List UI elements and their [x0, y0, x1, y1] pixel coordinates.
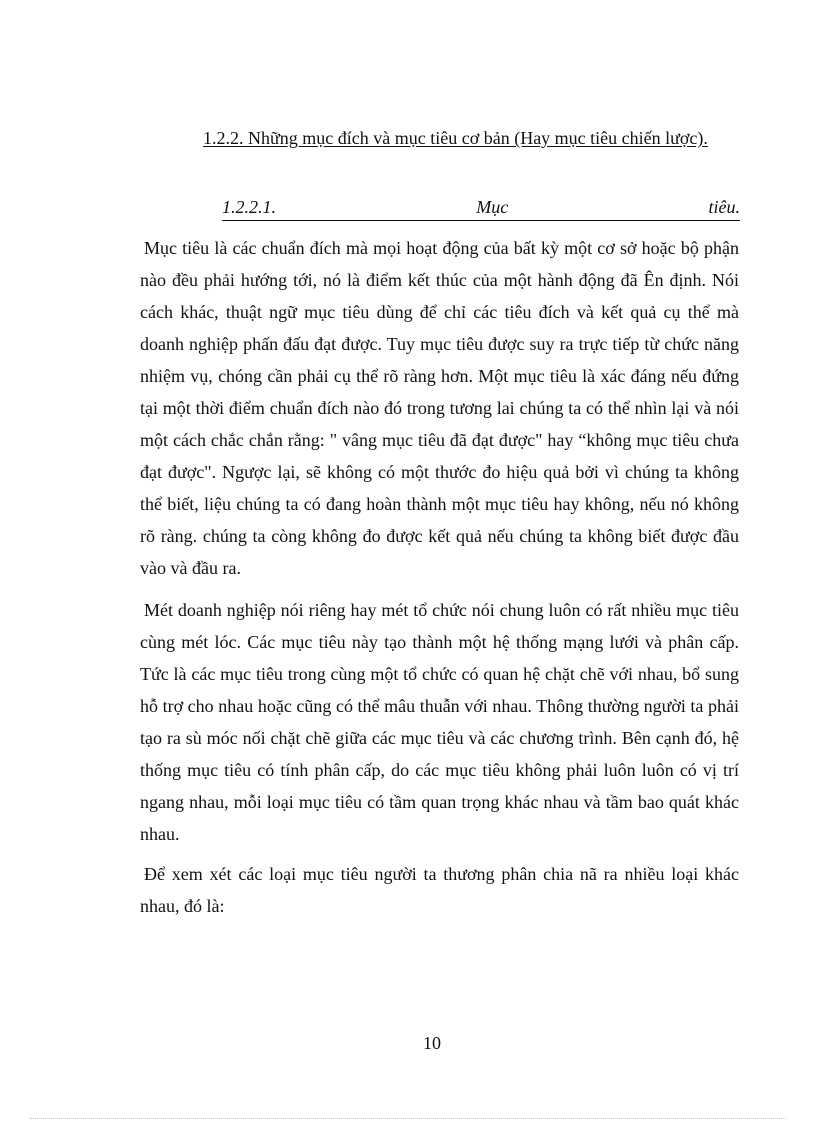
section-heading [140, 122, 744, 154]
body-paragraph: Mục tiêu là các chuẩn đích mà mọi hoạt động của bất kỳ một cơ sở hoặc bộ phận nào đều phải hướng tới, nó là điểm kết thúc của một hành động đã Ên định. Nói cách khác, thuật ngữ mục tiêu dùng để chỉ các tiêu đích và kết quả cụ thể mà doanh nghiệp phấn đấu đạt được. Tuy mục tiêu được suy ra trực tiếp từ chức năng nhiệm vụ, chóng cần phải cụ thể rõ ràng hơn. Một mục tiêu là xác đáng nếu đứng tại một thời điểm chuẩn đích nào đó trong tương lai chúng ta có thể nhìn lại và nói một cách chắc chắn rằng: " vâng mục tiêu đã đạt được" hay “không mục tiêu chưa đạt được". Ngược lại, sẽ không có một thước đo hiệu quả bởi vì chúng ta không thể biết, liệu chúng ta có đang hoàn thành một mục tiêu hay không, nếu nó không rõ ràng. chúng ta còng không đo được kết quả nếu chúng ta không biết được đầu vào và đầu ra. [140, 238, 739, 578]
subsection-title: Mục [476, 197, 509, 217]
section-title: 1.2.2. Những mục đích và mục tiêu cơ bản (Hay mục tiêu chiến lược). [203, 128, 708, 148]
subsection-title-end: tiêu. [708, 197, 740, 217]
body-paragraph: Mét doanh nghiệp nói riêng hay mét tổ chức nói chung luôn có rất nhiều mục tiêu cùng mét lóc. Các mục tiêu này tạo thành một hệ thống mạng lưới và phân cấp. Tức là các mục tiêu trong cùng một tổ chức có quan hệ chặt chẽ với nhau, bổ sung hỗ trợ cho nhau hoặc cũng có thể mâu thuẫn với nhau. Thông thường người ta phải tạo ra sù móc nối chặt chẽ giữa các mục tiêu và các chương trình. Bên cạnh đó, hệ thống mục tiêu có tính phân cấp, do các mục tiêu không phải luôn luôn có vị trí ngang nhau, mỗi loại mục tiêu có tầm quan trọng khác nhau và tầm bao quát khác nhau. [140, 600, 739, 844]
subsection-heading [222, 194, 740, 221]
page-number: 10 [423, 1033, 441, 1053]
page-bottom-divider [30, 1118, 786, 1119]
body-paragraph: Để xem xét các loại mục tiêu người ta thương phân chia nã ra nhiều loại khác nhau, đó là: [140, 864, 739, 916]
subsection-number: 1.2.2.1. [222, 197, 276, 217]
